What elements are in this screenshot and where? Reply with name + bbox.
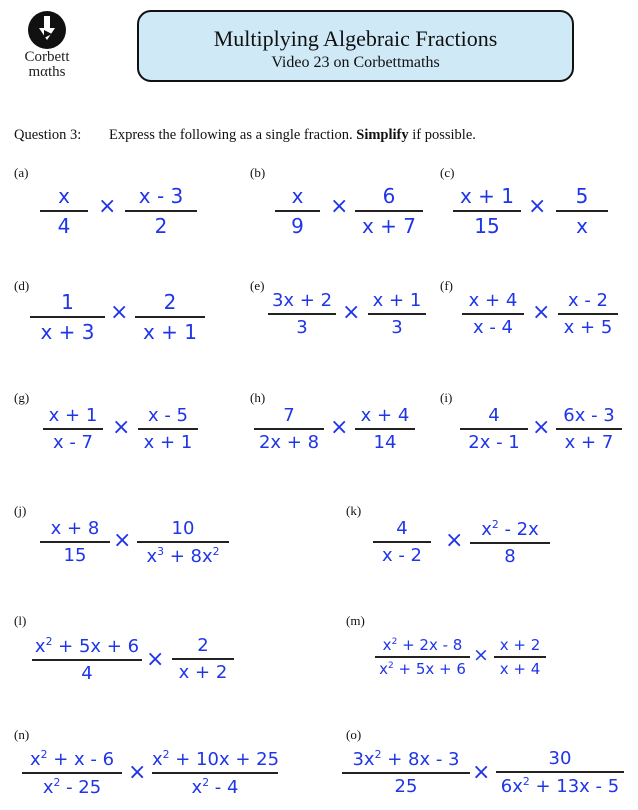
problem-f-times: × [532,300,551,325]
logo-line2: mαths [28,64,66,80]
problem-m-times: × [473,644,489,666]
problem-n-fraction-2: $x^2 + 10x + 25$ $x^2 - 4$ [152,748,280,798]
corbettmaths-logo [12,10,82,80]
problem-j-fraction-1: x + 8 15 [40,518,110,566]
problem-label-f: (f) [440,278,453,293]
problem-d-fraction-2: 2 x + 1 [135,290,205,344]
problem-i-times: × [532,415,551,440]
problem-g-times: × [112,415,131,440]
problem-d-fraction-1: 1 x + 3 [30,290,105,344]
problem-i-fraction-1: 4 2x - 1 [460,405,528,453]
logo-line1: Corbett [24,49,70,65]
problem-label-h: (h) [250,390,266,405]
problem-label-l: (l) [14,613,27,628]
problem-i-fraction-2: 6x - 3 x + 7 [556,405,622,453]
problem-l-fraction-2: 2 x + 2 [172,635,234,683]
problem-label-a: (a) [14,165,29,180]
problem-g-fraction-2: x - 5 x + 1 [138,405,198,453]
page-title: Multiplying Algebraic Fractions [213,26,498,51]
problem-b-fraction-1: x 9 [275,184,320,238]
problem-label-g: (g) [14,390,30,405]
logo-disc-icon [27,10,67,50]
problem-label-n: (n) [14,727,30,742]
page-subtitle: Video 23 on Corbettmaths [271,54,440,71]
problem-e-times: × [342,300,361,325]
problem-h-fraction-1: 7 2x + 8 [254,405,324,453]
problem-label-m: (m) [346,613,365,628]
problem-a-times: × [98,194,117,219]
problem-h-fraction-2: x + 4 14 [355,405,415,453]
problem-label-j: (j) [14,503,27,518]
problem-o-times: × [472,760,491,785]
problem-d-times: × [110,300,129,325]
problem-c-times: × [528,194,547,219]
problem-m-fraction-1: $x^2 + 2x - 8$ $x^2 + 5x + 6$ [375,636,470,678]
title-box [137,10,574,82]
problem-k-times: × [445,528,464,553]
question-line [14,127,476,144]
problem-label-b: (b) [250,165,266,180]
question-number: Question 3: [14,127,82,143]
problem-c-fraction-2: 5 x [556,184,608,238]
problem-a-fraction-2: x - 3 2 [125,184,197,238]
problem-j-fraction-2: 10 $x^3 + 8x^2$ [137,518,229,567]
problem-o-fraction-2: 30 $6x^2 + 13x - 5$ [496,748,624,797]
problem-label-i: (i) [440,390,453,405]
problem-n-times: × [128,760,147,785]
problem-c-fraction-1: x + 1 15 [453,184,521,238]
problem-o-fraction-1: $3x^2 + 8x - 3$ 25 [342,748,470,797]
problem-l-times: × [146,647,165,672]
problem-h-times: × [330,415,349,440]
problem-a-fraction-1: x 4 [40,184,88,238]
problem-m-fraction-2: x + 2 x + 4 [494,636,546,678]
problem-label-e: (e) [250,278,265,293]
problem-k-fraction-1: 4 x - 2 [373,518,431,566]
problem-e-fraction-1: 3x + 2 3 [268,290,336,338]
problem-b-fraction-2: 6 x + 7 [355,184,423,238]
problem-b-times: × [330,194,349,219]
problem-f-fraction-1: x + 4 x - 4 [462,290,524,338]
problem-label-d: (d) [14,278,30,293]
problem-k-fraction-2: $x^2 - 2x$ 8 [470,518,550,567]
problem-label-k: (k) [346,503,362,518]
problem-l-fraction-1: $x^2 + 5x + 6$ 4 [32,635,142,684]
problem-e-fraction-2: x + 1 3 [368,290,426,338]
problem-j-times: × [113,528,132,553]
problem-g-fraction-1: x + 1 x - 7 [43,405,103,453]
problem-label-o: (o) [346,727,362,742]
question-text: Express the following as a single fraction. Simplify if possible. [109,127,476,143]
problem-n-fraction-1: $x^2 + x - 6$ $x^2 - 25$ [22,748,122,798]
problem-f-fraction-2: x - 2 x + 5 [558,290,618,338]
problem-label-c: (c) [440,165,455,180]
